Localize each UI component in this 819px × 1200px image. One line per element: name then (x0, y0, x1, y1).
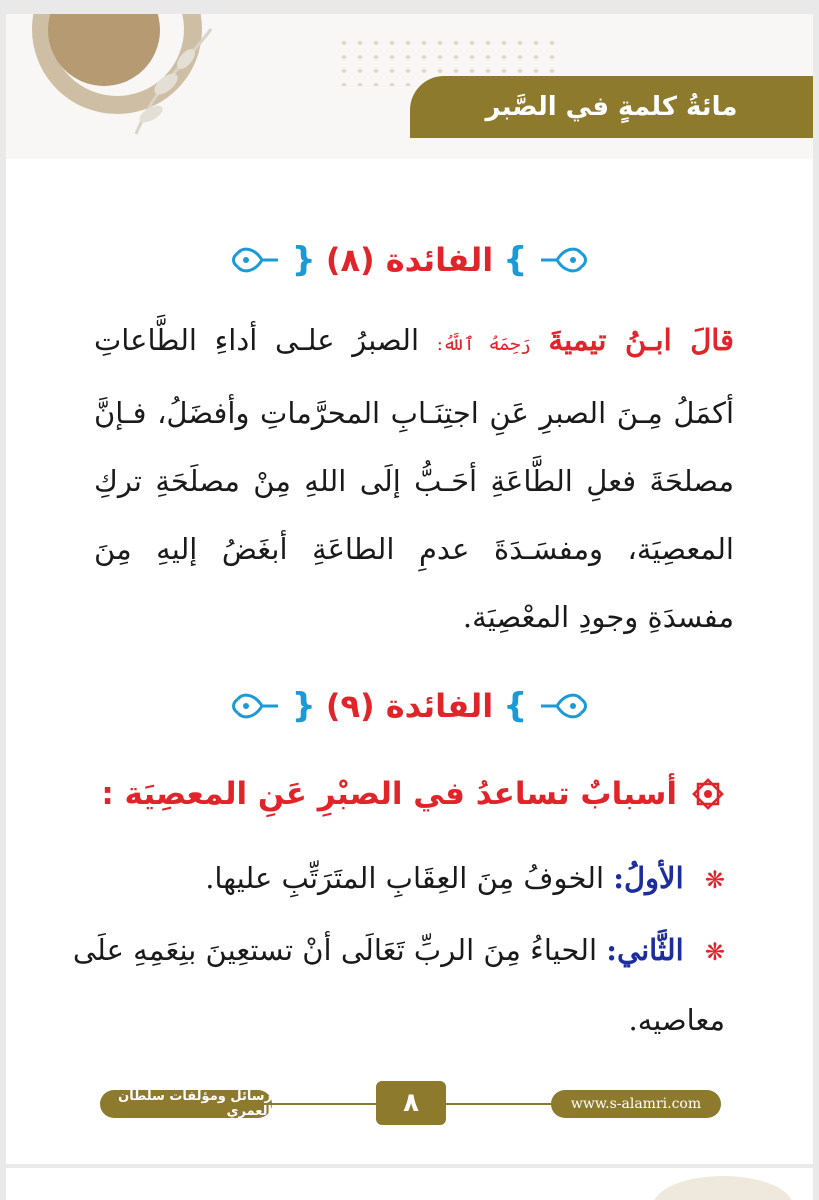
left-ornament-icon (230, 243, 282, 277)
bracket-icon: { (291, 240, 316, 280)
causes-heading (65, 776, 725, 812)
left-ornament-icon (230, 689, 282, 723)
speaker-name: قالَ ابـنُ تيميةَ (548, 323, 734, 357)
series-label: رسائل ومؤلفات سلطان العمري (100, 1090, 272, 1118)
quote-text: الصبرُ علـى أداءِ الطَّاعاتِ أكمَلُ مِـنَ الصبرِ عَنِ اجتِنَـابِ المحرَّماتِ وأفضَلُ، فـإنَّ مصلحَةَ فعلِ الطَّاعَةِ أحَـبُّ إلَى اللهِ مِنْ مصلَحَةِ تركِ المعصِيَة، ومفسَـدَةَ عدمِ الطاعَةِ أبغَضُ إليهِ مِنَ مفسدَةِ وجودِ المعْصِيَة. (94, 323, 734, 634)
point-text: الحياءُ مِنَ الربِّ تَعَالَى أنْ تستعِينَ بنِعَمِهِ علَى معاصيه. (72, 933, 725, 1037)
asterisk-icon: ❋ (704, 938, 725, 966)
point-second (65, 916, 725, 1054)
bracket-icon: } (503, 240, 528, 280)
decorative-shape (653, 1176, 793, 1200)
point-first (65, 844, 725, 914)
next-page-edge (6, 1168, 813, 1200)
section-8-body (94, 306, 734, 651)
page-header (6, 14, 813, 159)
right-ornament-icon (537, 243, 589, 277)
website-link[interactable]: www.s-alamri.com (551, 1090, 721, 1118)
section-9-title: الفائدة (٩) (325, 687, 494, 725)
book-title-bar (410, 76, 813, 138)
page-number: ٨ (376, 1081, 446, 1125)
section-8-heading (6, 240, 813, 280)
honorific: رَحِمَهُ ٱللَّهُ: (436, 334, 531, 355)
point-label: الثَّاني: (606, 933, 684, 967)
book-title: مائةُ كلمةٍ في الصَّبر (485, 92, 738, 122)
asterisk-icon: ❋ (704, 866, 725, 894)
point-text: الخوفُ مِنَ العِقَابِ المتَرَتِّبِ عليها. (205, 861, 605, 895)
section-9-heading (6, 686, 813, 726)
point-label: الأولُ: (613, 861, 684, 895)
page-footer (6, 1074, 813, 1134)
book-page (6, 14, 813, 1164)
bracket-icon: { (291, 686, 316, 726)
section-8-title: الفائدة (٨) (325, 241, 494, 279)
causes-heading-text: أسبابٌ تساعدُ في الصبْرِ عَنِ المعصِيَة : (101, 776, 677, 812)
leaf-ornament-icon (126, 24, 216, 144)
bracket-icon: } (503, 686, 528, 726)
right-ornament-icon (537, 689, 589, 723)
rosette-icon (691, 777, 725, 811)
